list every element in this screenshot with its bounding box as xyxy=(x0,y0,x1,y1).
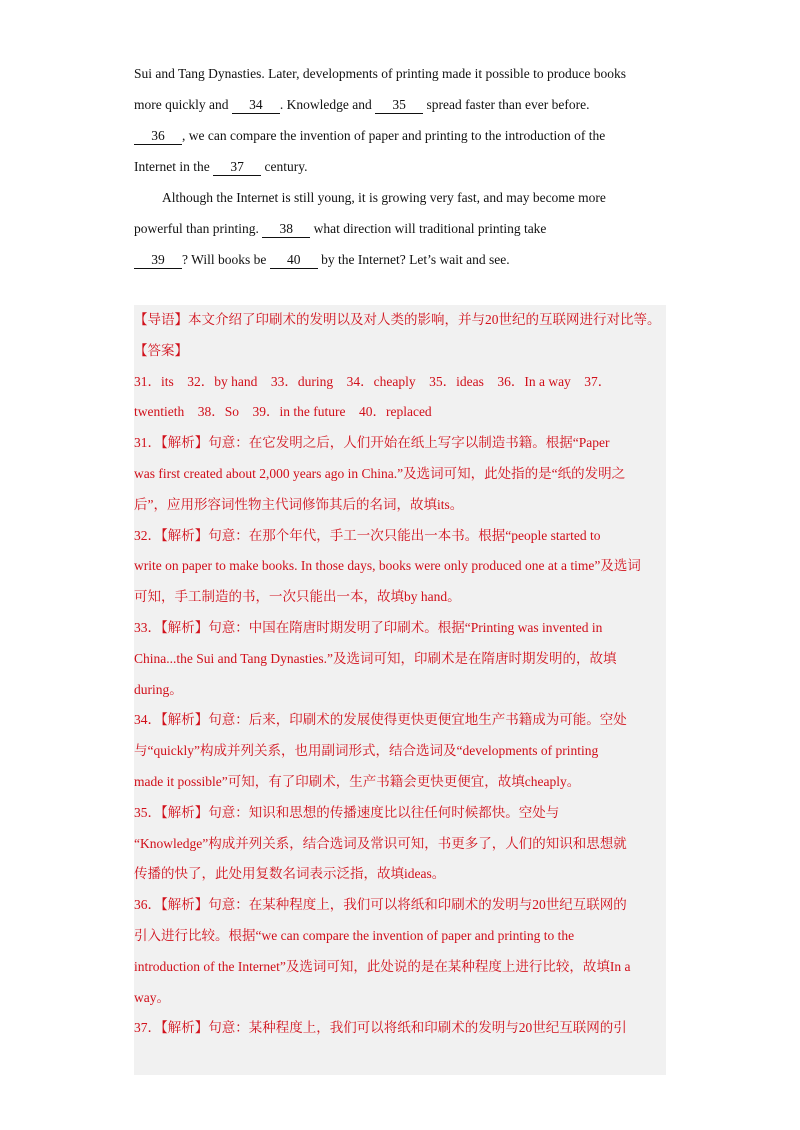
explanation-34: made it possible”可知，有了印刷术，生产书籍会更快更便宜，故填cheaply。 xyxy=(134,773,581,789)
blank-37: 37 xyxy=(213,159,261,176)
passage-line: Although the Internet is still young, it is growing very fast, and may become more xyxy=(162,190,606,205)
explanation-33: 33．【解析】句意：中国在隋唐时期发明了印刷术。根据“Printing was invented in xyxy=(134,619,603,635)
explanation-36: 36．【解析】句意：在某种程度上，我们可以将纸和印刷术的发明与20世纪互联网的 xyxy=(134,897,627,913)
explanation-36: way。 xyxy=(134,989,170,1005)
explanation-36: 引入进行比较。根据“we can compare the invention of paper and printing to the xyxy=(134,927,575,943)
answer-list: 31．its 32．by hand 33．during 34．cheaply 35．ideas 36．In a way 37． xyxy=(134,373,612,389)
passage-line: 36 , we can compare the invention of paper and printing to the introduction of the xyxy=(134,120,674,151)
cloze-passage xyxy=(134,58,674,275)
blank-40: 40 xyxy=(270,252,318,269)
blank-38: 38 xyxy=(262,221,310,238)
explanation-32: 可知，手工制造的书，一次只能出一本，故填by hand。 xyxy=(134,589,461,605)
passage-line: powerful than printing. 38 what direction will traditional printing take xyxy=(134,221,547,236)
explanation-31: was first created about 2,000 years ago in China.”及选词可知，此处指的是“纸的发明之 xyxy=(134,465,626,481)
passage-line: Internet in the 37 century. xyxy=(134,159,308,174)
passage-line: Sui and Tang Dynasties. Later, developments of printing made it possible to produce books xyxy=(134,66,627,81)
explanation-34: 34．【解析】句意：后来，印刷术的发展使得更快更便宜地生产书籍成为可能。空处 xyxy=(134,712,627,728)
explanation-35: “Knowledge”构成并列关系，结合选词及常识可知，书更多了，人们的知识和思想就 xyxy=(134,835,627,851)
answer-heading: 【答案】 xyxy=(134,342,188,358)
explanation-36: introduction of the Internet”及选词可知，此处说的是在某种程度上进行比较，故填In a xyxy=(134,958,631,974)
blank-36: 36 xyxy=(134,128,182,145)
intro-text: 【导语】本文介绍了印刷术的发明以及对人类的影响，并与20世纪的互联网进行对比等。 xyxy=(134,312,661,327)
blank-34: 34 xyxy=(232,97,280,114)
explanation-34: 与“quickly”构成并列关系，也用副词形式，结合选词及“developments of printing xyxy=(134,743,599,759)
explanation-33: China...the Sui and Tang Dynasties.”及选词可知，印刷术是在隋唐时期发明的，故填 xyxy=(134,650,617,666)
blank-39: 39 xyxy=(134,252,182,269)
explanation-35: 传播的快了，此处用复数名词表示泛指，故填ideas。 xyxy=(134,866,446,882)
passage-line: 39 ? Will books be 40 by the Internet? Let’s wait and see. xyxy=(134,244,674,275)
explanation-31: 后”，应用形容词性物主代词修饰其后的名词，故填its。 xyxy=(134,496,464,512)
explanation-33: during。 xyxy=(134,681,183,697)
passage-line: more quickly and 34 . Knowledge and 35 spread faster than ever before. xyxy=(134,97,590,112)
blank-35: 35 xyxy=(375,97,423,114)
explanation-32: write on paper to make books. In those days, books were only produced one at a time”及选词 xyxy=(134,558,641,574)
explanation-37: 37．【解析】句意：某种程度上，我们可以将纸和印刷术的发明与20世纪互联网的引 xyxy=(134,1020,627,1036)
answer-analysis-box xyxy=(134,305,666,1075)
answer-list: twentieth 38．So 39．in the future 40．replaced xyxy=(134,404,432,420)
explanation-32: 32．【解析】句意：在那个年代，手工一次只能出一本书。根据“people started to xyxy=(134,527,601,543)
explanation-35: 35．【解析】句意：知识和思想的传播速度比以往任何时候都快。空处与 xyxy=(134,804,560,820)
explanation-31: 31．【解析】句意：在它发明之后，人们开始在纸上写字以制造书籍。根据“Paper xyxy=(134,435,610,451)
